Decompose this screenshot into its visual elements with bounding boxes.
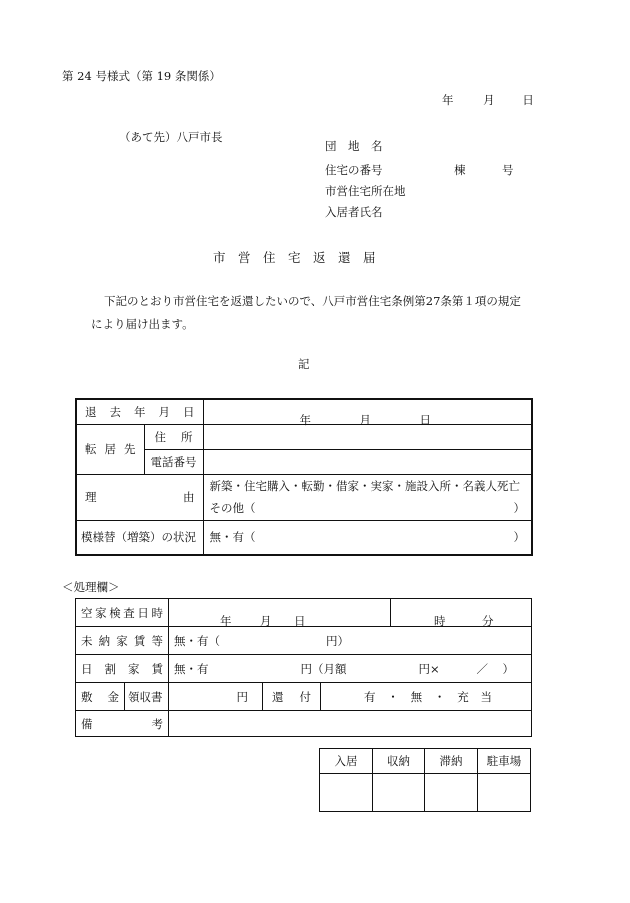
form-number: 第 24 号様式（第 19 条関係） [62,69,221,83]
processing-heading: ＜処理欄＞ [62,580,120,594]
body-line-2: により届け出ます。 [91,317,194,331]
phone-label: 電話番号 [144,449,203,474]
stamp-header-nyukyo: 入居 [320,749,373,774]
danchi-label: 団 地 名 [325,139,383,153]
table-row [76,683,532,711]
phone-field[interactable] [203,449,532,474]
table-row [76,711,532,737]
renovation-field[interactable]: 無・有（ ） [203,520,532,555]
house-number-label: 住宅の番号 [325,163,383,177]
inspection-label: 空 家 検 査 日 時 [76,599,169,627]
refund-options[interactable]: 有 ・ 無 ・ 充 当 [321,683,532,711]
table-row [76,520,532,555]
date-line [442,92,534,108]
return-details-table [75,398,533,556]
date-month: 月 [483,93,495,107]
reason-label: 理 由 [76,474,203,520]
addressee: （あて先）八戸市長 [119,130,223,144]
renovation-label: 模様替（増築）の状況 [76,520,203,555]
stamp-table [319,748,531,812]
refund-label: 還 付 [263,683,321,711]
remarks-field[interactable] [169,711,532,737]
unpaid-label: 未 納 家 賃 等 [76,627,169,655]
receipt-label: 領収書 [125,683,169,711]
move-date-field[interactable]: 年 月 日 [203,399,532,424]
body-line-1: 下記のとおり市営住宅を返還したいので、八戸市営住宅条例第27条第１項の規定 [104,294,521,308]
stamp-header-shuno: 収納 [373,749,425,774]
stamp-header-taino: 滞納 [425,749,478,774]
number-unit: 号 [502,163,514,177]
date-day: 日 [522,93,534,107]
location-label: 市営住宅所在地 [325,184,406,198]
table-row [76,449,532,474]
deposit-amount-field[interactable]: 円 [169,683,263,711]
inspection-date-field[interactable]: 年 月 日 [169,599,391,627]
table-row [76,474,532,520]
unpaid-field[interactable]: 無・有（ 円） [169,627,532,655]
date-year: 年 [442,93,454,107]
stamp-header-parking: 駐車場 [478,749,531,774]
table-row [76,655,532,683]
daily-rent-field[interactable]: 無・有 円（月額 円× ／ ） [169,655,532,683]
stamp-cell-nyukyo[interactable] [320,774,373,812]
new-address-label: 転 居 先 [76,424,144,474]
table-row [76,399,532,424]
address-label: 住 所 [144,424,203,449]
table-row [76,599,532,627]
daily-rent-label: 日 割 家 賃 [76,655,169,683]
inspection-time-field[interactable]: 時 分 [391,599,532,627]
address-field[interactable] [203,424,532,449]
resident-label: 入居者氏名 [325,205,383,219]
processing-table [75,598,532,737]
page-title: 市 営 住 宅 返 還 届 [213,250,376,265]
stamp-cell-parking[interactable] [478,774,531,812]
deposit-label: 敷 金 [76,683,125,711]
table-row [76,627,532,655]
stamp-cell-taino[interactable] [425,774,478,812]
table-row [320,749,531,774]
table-row [320,774,531,812]
building-unit: 棟 [454,163,466,177]
stamp-cell-shuno[interactable] [373,774,425,812]
ki-heading: 記 [298,357,310,371]
remarks-label: 備 考 [76,711,169,737]
table-row [76,424,532,449]
reason-field[interactable]: 新築・住宅購入・転勤・借家・実家・施設入所・名義人死亡 その他（ ） [203,474,532,520]
move-date-label: 退 去 年 月 日 [76,399,203,424]
